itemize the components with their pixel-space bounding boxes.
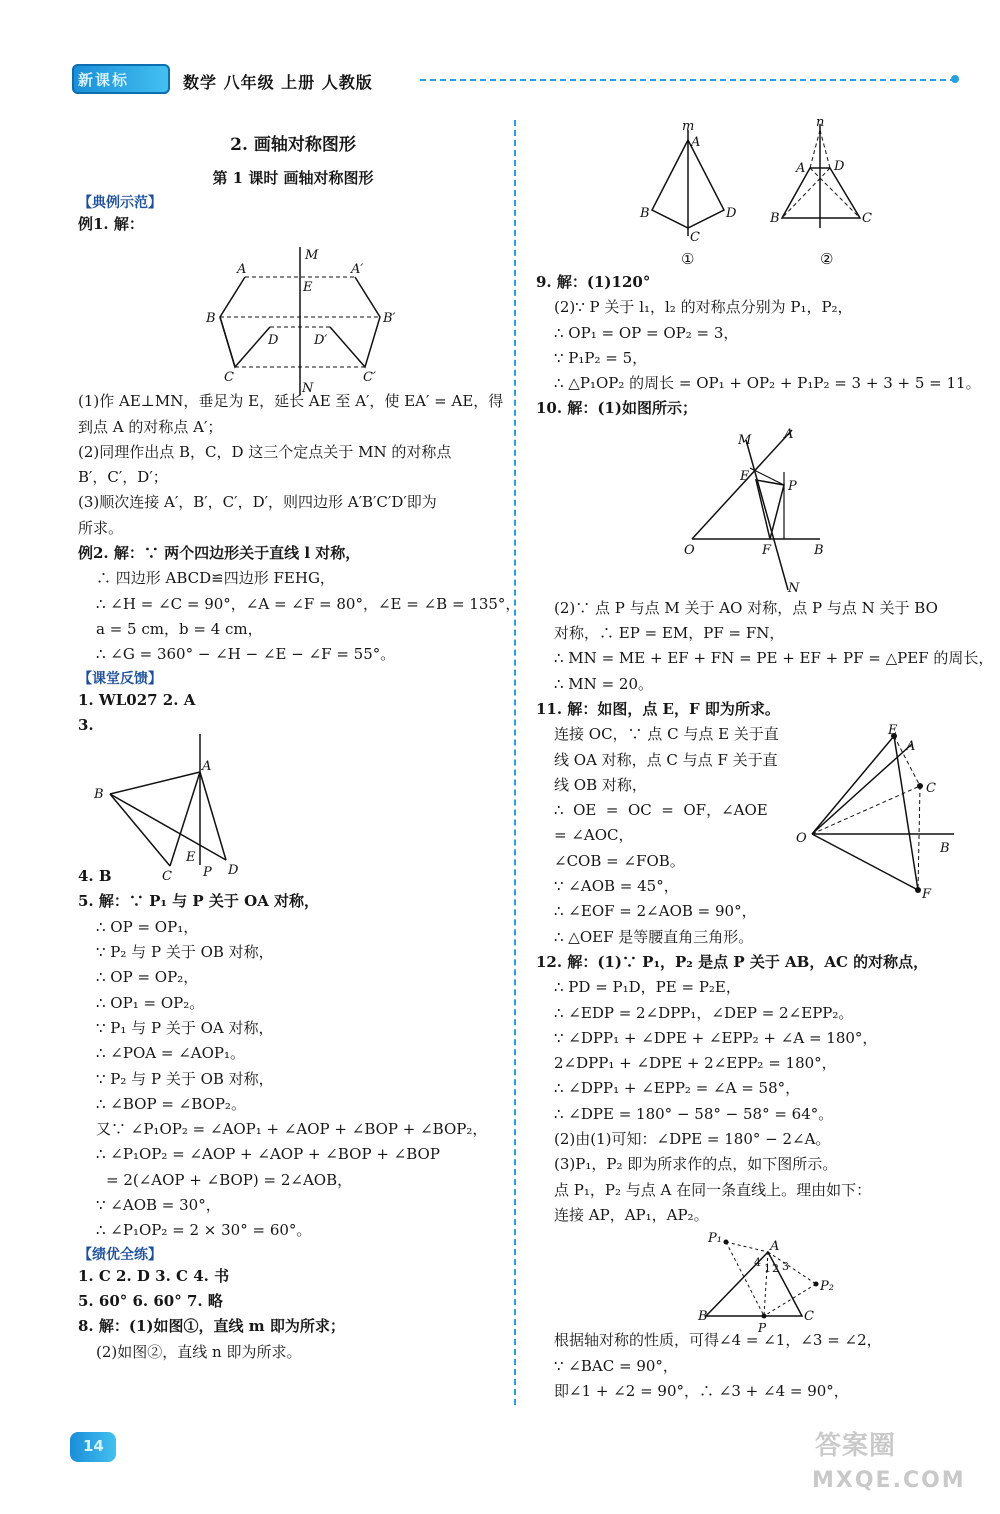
dash-top-left (810, 130, 820, 168)
label-e: E (888, 723, 898, 738)
label-p: P (758, 1321, 767, 1335)
seg-of (812, 834, 918, 890)
q5-line: = 2(∠AOP + ∠BOP) = 2∠AOB， (106, 1170, 353, 1189)
q5-line: ∴ OP = OP₁， (96, 917, 199, 936)
q9-line: ∴ △P₁OP₂ 的周长 = OP₁ + OP₂ + P₁P₂ = 3 + 3 + 5 = 11。 (554, 374, 981, 393)
answers-5-7: 5. 60° 6. 60° 7. 略 (78, 1291, 223, 1310)
q11-line: ∠COB = ∠FOB。 (554, 851, 685, 870)
seg-ef (894, 736, 918, 890)
label-b: B (206, 311, 216, 326)
label-n: N (788, 581, 800, 596)
lesson-subtitle: 第 1 课时 画轴对称图形 (212, 169, 374, 187)
ex2-head: 例2. 解：∵ 两个四边形关于直线 l 对称， (78, 544, 361, 563)
label-c: C (162, 869, 172, 884)
label-d: D (726, 206, 737, 221)
label-c2: C (862, 211, 872, 226)
seg-mn (746, 440, 788, 590)
label-o: O (796, 831, 807, 846)
label-p: P (788, 479, 797, 494)
label-b2: B (770, 211, 780, 226)
label-a: A (784, 427, 794, 442)
q12-line: 2∠DPP₁ + ∠DPE + 2∠EPP₂ = 180°， (554, 1054, 837, 1073)
point-p2 (814, 1282, 819, 1287)
tag-examples: 【典例示范】 (78, 195, 162, 211)
q12-line: ∴ PD = P₁D，PE = P₂E， (554, 978, 741, 997)
angle-1: 1 (764, 1262, 771, 1275)
q11-line: ∴ △OEF 是等腰直角三角形。 (554, 927, 754, 946)
q5-line: ∵ P₂ 与 P 关于 OB 对称， (96, 943, 274, 962)
seg-oe (812, 736, 894, 834)
q12-figure (698, 1228, 856, 1335)
ex1-line: 所求。 (78, 518, 124, 537)
label-d2: D′ (314, 333, 328, 348)
q11-line: 连接 OC，∵ 点 C 与点 E 关于直 (554, 725, 779, 744)
q9-line: ∴ OP₁ = OP = OP₂ = 3， (554, 323, 739, 342)
q12-tail: 根据轴对称的性质，可得∠4 = ∠1，∠3 = ∠2， (554, 1331, 882, 1350)
logo-text: 新课标 (78, 71, 130, 89)
label-n: n (816, 115, 825, 130)
q12-line: ∴ ∠EDP = 2∠DPP₁，∠DEP = 2∠EPP₂。 (554, 1003, 854, 1022)
label-a2: A′ (351, 262, 364, 277)
ex1-figure (200, 245, 410, 400)
q12-tail: ∵ ∠BAC = 90°， (554, 1356, 678, 1375)
q8-head: 8. 解：(1)如图①，直线 m 即为所求； (78, 1317, 345, 1336)
tag-excellent: 【绩优全练】 (78, 1246, 162, 1263)
seg-ba (110, 772, 200, 794)
q10-line: (2)∵ 点 P 与点 M 关于 AO 对称，点 P 与点 N 关于 BO (554, 598, 938, 617)
q9-line: (2)∵ P 关于 l₁，l₂ 的对称点分别为 P₁，P₂， (554, 298, 853, 317)
dash-top-right (820, 130, 830, 168)
label-b: B (698, 1309, 708, 1324)
q5-line: ∵ ∠AOB = 30°， (96, 1196, 221, 1215)
q5-line: ∴ ∠P₁OP₂ = ∠AOP + ∠AOP + ∠BOP + ∠BOP (96, 1145, 440, 1164)
dash-p1p (726, 1242, 764, 1316)
label-p: P (203, 865, 212, 880)
series-logo (72, 64, 170, 94)
label-m: m (682, 119, 695, 134)
seg-bc (110, 794, 170, 866)
q11-figure (792, 722, 962, 902)
q5-line: ∴ ∠BOP = ∠BOP₂。 (96, 1094, 246, 1113)
label-e: E (740, 469, 750, 484)
q8-line: (2)如图②，直线 n 即为所求。 (96, 1342, 302, 1361)
label-c: C (224, 370, 234, 385)
q9-head: 9. 解：(1)120° (536, 273, 651, 291)
trapezoid-abcd (782, 168, 860, 218)
page-number-badge (70, 1432, 116, 1462)
q5-line: ∴ OP₁ = OP₂。 (96, 993, 205, 1012)
ex2-line: ∴ ∠H = ∠C = 90°，∠A = ∠F = 80°，∠E = ∠B = 135°， (96, 594, 521, 613)
q10-line: ∴ MN = ME + EF + FN = PE + EF + PF = △PEF 的周长， (554, 649, 994, 668)
label-d: D (228, 863, 239, 878)
q11-line: ∴ OE = OC = OF，∠AOE (554, 801, 768, 820)
fb3-figure (92, 730, 262, 882)
q11-line: ∴ ∠EOF = 2∠AOB = 90°， (554, 902, 757, 921)
label-b: B (814, 543, 824, 558)
q12-line: ∴ ∠DPP₁ + ∠EPP₂ = ∠A = 58°， (554, 1079, 801, 1098)
quad-abcd (220, 277, 270, 367)
label-n: N (302, 381, 314, 396)
watermark: 答案圈 (815, 1431, 897, 1461)
q12-line: ∴ ∠DPE = 180° − 58° − 58° = 64°。 (554, 1104, 834, 1123)
label-c: C (926, 781, 936, 796)
section-title: 2. 画轴对称图形 (230, 135, 356, 155)
q12-line: 点 P₁，P₂ 与点 A 在同一条直线上。理由如下： (554, 1180, 872, 1199)
angle-4: 4 (754, 1256, 761, 1269)
label-a: A (906, 739, 916, 754)
q12-line: 连接 AP，AP₁，AP₂。 (554, 1205, 709, 1224)
column-divider (514, 120, 516, 1405)
edge-none (245, 277, 270, 327)
answers-1-4: 1. C 2. D 3. C 4. 书 (78, 1266, 230, 1285)
page-number: 14 (83, 1437, 104, 1455)
angle-3: 3 (782, 1260, 789, 1273)
q9-line: ∵ P₁P₂ = 5， (554, 348, 648, 367)
dash-ap1 (726, 1242, 768, 1252)
feedback-q3: 3. (78, 715, 94, 734)
label-b2: B′ (383, 311, 396, 326)
label-c: C (804, 1309, 814, 1324)
q5-line: 又∵ ∠P₁OP₂ = ∠AOP₁ + ∠AOP + ∠BOP + ∠BOP₂， (96, 1120, 488, 1139)
q5-line: ∵ P₁ 与 P 关于 OA 对称， (96, 1018, 274, 1037)
ex1-line: (3)顺次连接 A′，B′，C′，D′，则四边形 A′B′C′D′即为 (78, 493, 437, 512)
label-a: A (770, 1239, 780, 1254)
q11-head: 11. 解：如图，点 E，F 即为所求。 (536, 699, 780, 718)
label-d2: D (834, 159, 845, 174)
q10-line: 对称，∴ EP = EM，PF = FN， (554, 624, 785, 643)
q8-figure (630, 115, 872, 270)
q11-line: ∵ ∠AOB = 45°， (554, 877, 679, 896)
label-p2: P₂ (820, 1279, 834, 1294)
q12-line: ∵ ∠DPP₁ + ∠DPE + ∠EPP₂ + ∠A = 180°， (554, 1028, 878, 1047)
caption-2: ② (820, 250, 834, 268)
label-a2: A (796, 161, 806, 176)
dash-cf (918, 786, 920, 890)
q12-line: (3)P₁，P₂ 即为所求作的点，如下图所示。 (554, 1155, 838, 1174)
label-a: A (202, 759, 212, 774)
q5-line: ∴ ∠POA = ∠AOP₁。 (96, 1044, 246, 1063)
label-f: F (762, 543, 772, 558)
label-m: M (738, 433, 752, 448)
q12-line: (2)由(1)可知：∠DPE = 180° − 2∠A。 (554, 1130, 831, 1149)
label-a: A (237, 262, 247, 277)
label-a: A (691, 135, 701, 150)
q5-line: ∴ ∠P₁OP₂ = 2 × 30° = 60°。 (96, 1221, 312, 1240)
header-dashed-rule (420, 79, 956, 81)
q12-head: 12. 解：(1)∵ P₁，P₂ 是点 P 关于 AB，AC 的对称点， (536, 952, 929, 971)
q5-line: ∴ OP = OP₂， (96, 968, 199, 987)
tag-feedback: 【课堂反馈】 (78, 670, 162, 687)
ex2-line: ∴ ∠G = 360° − ∠H − ∠E − ∠F = 55°。 (96, 645, 396, 664)
q10-head: 10. 解：(1)如图所示； (536, 399, 697, 418)
book-title: 数学 八年级 上册 人教版 (183, 73, 373, 92)
seg-bd (110, 794, 226, 860)
q10-figure (680, 422, 840, 594)
ex1-line: (2)同理作出点 B，C，D 这三个定点关于 MN 的对称点 (78, 442, 452, 461)
ex1-head: 例1. 解： (78, 215, 144, 233)
feedback-q4: 4. B (78, 867, 112, 886)
ex1-line: (1)作 AE⊥MN，垂足为 E，延长 AE 至 A′，使 EA′ = AE，得 (78, 392, 504, 411)
label-c2: C′ (363, 370, 376, 385)
label-c: C (690, 230, 700, 245)
angle-2: 2 (772, 1262, 779, 1275)
label-p1: P₁ (708, 1231, 722, 1246)
watermark-url: MXQE.COM (812, 1468, 966, 1493)
q10-line: ∴ MN = 20。 (554, 674, 653, 693)
q11-line: 线 OA 对称，点 C 与点 F 关于直 (554, 750, 778, 769)
label-d: D (268, 333, 279, 348)
caption-1: ① (681, 250, 695, 268)
label-m: M (305, 248, 319, 263)
q11-line: = ∠AOC， (554, 826, 634, 845)
label-e: E (186, 850, 196, 865)
point-p (762, 1314, 767, 1319)
label-b: B (940, 841, 950, 856)
feedback-answers: 1. WL027 2. A (78, 690, 196, 709)
quad-image (330, 277, 380, 367)
q11-line: 线 OB 对称， (554, 775, 647, 794)
label-o: O (684, 543, 695, 558)
point-f (915, 887, 921, 893)
point-p1 (724, 1240, 729, 1245)
ex2-line: ∴ 四边形 ABCD≌四边形 FEHG， (96, 569, 335, 588)
label-b: B (640, 206, 650, 221)
label-e: E (303, 280, 313, 295)
edge-cb (220, 317, 235, 367)
point-c (917, 783, 923, 789)
label-b: B (94, 787, 104, 802)
q5-line: ∵ P₂ 与 P 关于 OB 对称， (96, 1069, 274, 1088)
dash-oc (812, 786, 920, 834)
q5-head: 5. 解：∵ P₁ 与 P 关于 OA 对称， (78, 892, 320, 911)
label-f: F (922, 887, 932, 902)
seg-ac (170, 772, 200, 866)
header-rule-dot (951, 75, 959, 83)
ex1-line: 到点 A 的对称点 A′； (78, 417, 223, 436)
ex1-line: B′，C′，D′； (78, 468, 168, 487)
page-header (0, 0, 1000, 110)
ex2-line: a = 5 cm，b = 4 cm， (96, 619, 263, 638)
q12-tail: 即∠1 + ∠2 = 90°，∴ ∠3 + ∠4 = 90°， (554, 1381, 849, 1400)
